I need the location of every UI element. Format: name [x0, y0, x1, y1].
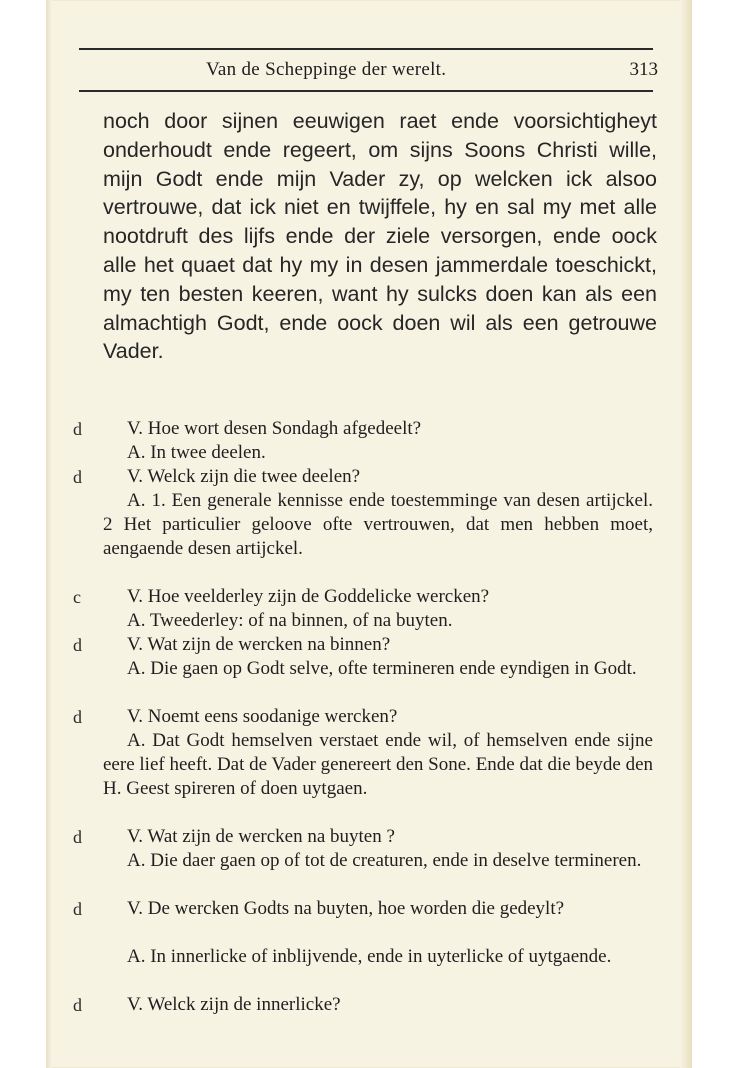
question-text: V. Noemt eens soodanige wercken?	[127, 706, 398, 727]
answer-text: A. Die daer gaen op of tot de creaturen, ende in deselve termineren.	[127, 850, 642, 871]
answer-text: A. 1. Een generale kennisse ende toestemminge van desen artijckel. 2 Het particulier geloove ofte vertrouwen, dat men hebben moet, aengaende desen artijckel.	[103, 490, 653, 559]
margin-mark: d	[73, 899, 82, 919]
running-title: Van de Scheppinge der werelt.	[206, 59, 447, 80]
margin-mark: d	[73, 635, 82, 655]
margin-mark: d	[73, 707, 82, 727]
intro-paragraph: noch door sijnen eeuwigen raet ende voorsichtigheyt onderhoudt ende regeert, om sijns Soons Christi wille, mijn Godt ende mijn Vader zy, op welcken ick alsoo vertrouwe, dat ick niet en twijffele, hy en sal my met alle nootdruft des lijfs ende der ziele versorgen, ende oock alle het quaet dat hy my in desen jammerdale toeschickt, my ten besten keeren, want hy sulcks doen kan als een almachtigh Godt, ende oock doen wil als een getrouwe Vader.	[103, 109, 657, 364]
answer-text: A. In twee deelen.	[127, 442, 266, 463]
question-text: V. Welck zijn die twee deelen?	[127, 466, 361, 487]
answer-text: A. Die gaen op Godt selve, ofte termineren ende eyndigen in Godt.	[127, 658, 637, 679]
question-text: V. Hoe veelderley zijn de Goddelicke wercken?	[127, 586, 490, 607]
question-text: V. Wat zijn de wercken na binnen?	[127, 634, 391, 655]
question-text: V. Hoe wort desen Sondagh afgedeelt?	[127, 418, 422, 439]
header-rule-top	[79, 48, 653, 50]
question-text: V. De wercken Godts na buyten, hoe worden die gedeylt?	[127, 898, 565, 919]
answer-text: A. Tweederley: of na binnen, of na buyten.	[127, 610, 453, 631]
margin-mark: d	[73, 995, 82, 1015]
answer-text: A. In innerlicke of inblijvende, ende in uyterlicke of uytgaende.	[127, 946, 612, 967]
margin-mark: d	[73, 827, 82, 847]
book-page	[46, 0, 692, 1068]
page-edge-right	[680, 0, 692, 1068]
margin-mark: d	[73, 419, 82, 439]
header-rule-bottom	[79, 90, 653, 92]
margin-mark: c	[73, 587, 81, 607]
question-text: V. Wat zijn de wercken na buyten ?	[127, 826, 395, 847]
question-text: V. Welck zijn de innerlicke?	[127, 994, 341, 1015]
answer-text: A. Dat Godt hemselven verstaet ende wil, of hemselven ende sijne eere lief heeft. Dat de Vader genereert den Sone. Ende dat die beyde den H. Geest spireren of doen uytgaen.	[103, 730, 653, 799]
margin-mark: d	[73, 467, 82, 487]
page-edge-left	[46, 0, 52, 1068]
page-number: 313	[629, 59, 658, 80]
